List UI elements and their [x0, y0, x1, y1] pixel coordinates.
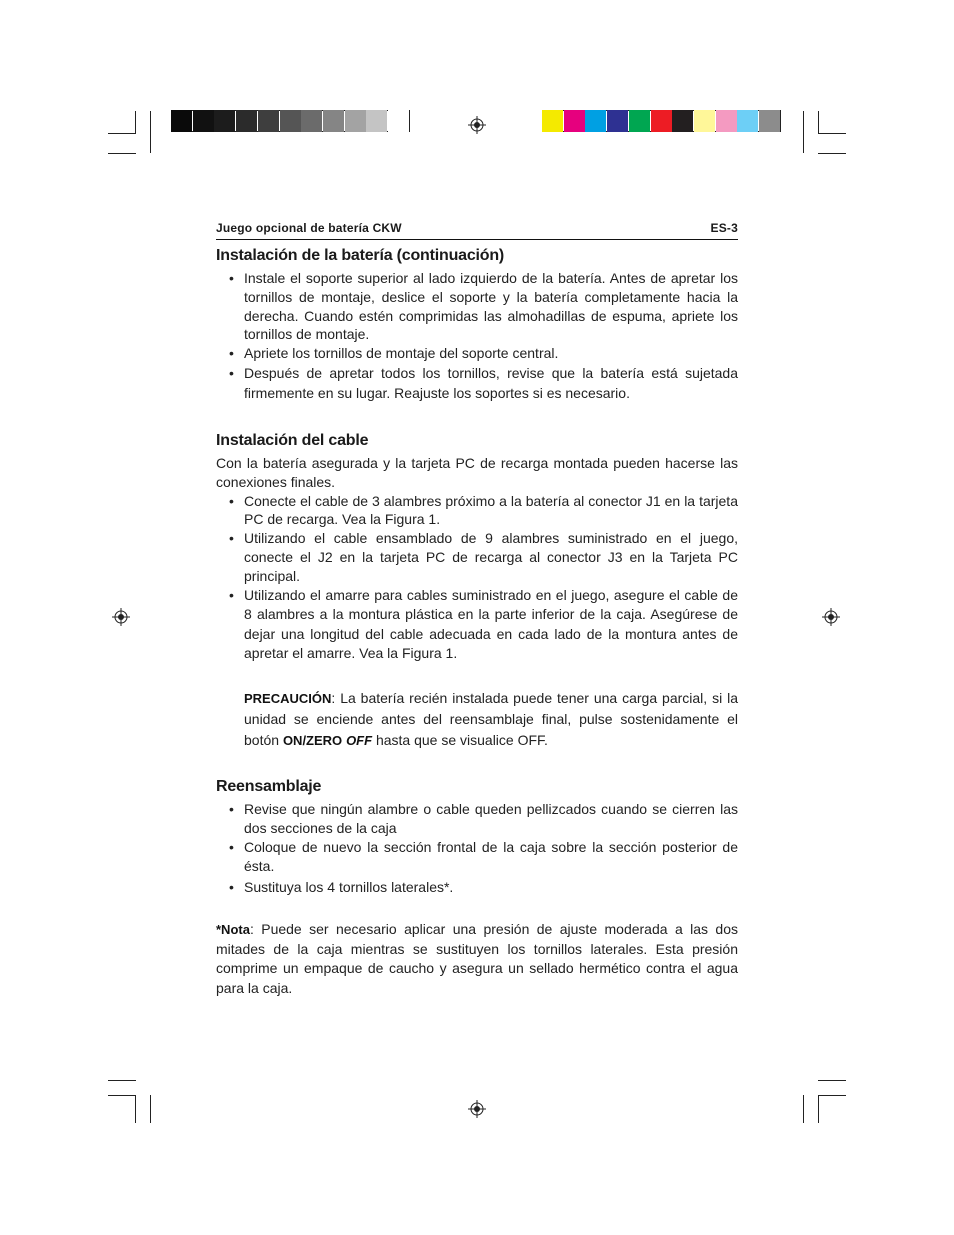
crop-mark	[803, 111, 804, 153]
calibration-swatch	[236, 110, 257, 132]
calibration-swatch	[542, 110, 563, 132]
key-label: ON/ZERO	[282, 732, 343, 748]
calibration-swatch	[366, 110, 387, 132]
key-label-off: OFF	[346, 732, 373, 748]
crop-mark	[818, 1095, 846, 1096]
registration-mark-icon	[468, 1100, 486, 1118]
calibration-swatch	[585, 110, 606, 132]
bullet-list	[216, 492, 738, 664]
crop-mark	[818, 153, 846, 154]
running-title: Juego opcional de batería CKW	[216, 221, 402, 235]
calibration-swatch	[694, 110, 715, 132]
section-heading: Instalación de la batería (continuación)	[216, 247, 505, 264]
crop-mark	[135, 111, 136, 133]
registration-mark-icon	[112, 608, 130, 626]
calibration-swatch	[388, 110, 409, 132]
page-content	[216, 221, 738, 998]
list-item: • Utilizando el cable ensamblado de 9 alambres suministrado en el juego, conecte el J2 en la tarjeta PC de recarga al conector J3 en la Tarjeta PC principal.	[229, 530, 738, 584]
calibration-swatch	[651, 110, 672, 132]
list-item: • Utilizando el amarre para cables suministrado en el juego, asegure el cable de 8 alambres a la montura plástica en la parte inferior de la caja. Asegúrese de dejar una longitud del cable adecuada en cada lado de la montura antes de apretar el amarre. Vea la Figura 1.	[229, 586, 738, 662]
list-item: • Después de apretar todos los tornillos, revise que la batería está sujetada firmemente en su lugar. Reajuste los soportes si es necesario.	[229, 364, 738, 402]
registration-mark-icon	[468, 116, 486, 134]
list-item: • Conecte el cable de 3 alambres próximo a la batería al conector J1 en la tarjeta PC de recarga. Vea la Figura 1.	[229, 492, 738, 528]
registration-mark-icon	[822, 608, 840, 626]
calibration-swatch	[214, 110, 235, 132]
list-item: • Sustituya los 4 tornillos laterales*.	[229, 878, 454, 895]
crop-mark	[108, 1095, 136, 1096]
crop-mark	[818, 133, 846, 134]
note-label: *Nota	[216, 922, 250, 938]
calibration-swatch	[280, 110, 301, 132]
calibration-swatch	[171, 110, 192, 132]
note-paragraph: *Nota: Puede ser necesario aplicar una presión de ajuste moderada a las dos mitades de la caja mientras se sustituyen los tornillos laterales. Esta presión comprime un empaque de caucho y asegura un sellado hermético contra el agua para la caja.	[216, 921, 738, 996]
running-header	[216, 221, 738, 240]
page-number: ES-3	[710, 221, 738, 235]
list-item: • Apriete los tornillos de montaje del soporte central.	[229, 345, 559, 362]
crop-mark	[108, 133, 136, 134]
list-item: • Instale el soporte superior al lado izquierdo de la batería. Antes de apretar los tornillos de montaje, deslice el soporte y la batería completamente hacia la derecha. Cuando estén comprimidas las almohadillas de espuma, apriete los tornillos de montaje.	[229, 270, 738, 343]
calibration-swatch	[258, 110, 279, 132]
calibration-swatch	[716, 110, 737, 132]
calibration-swatch	[759, 110, 780, 132]
crop-mark	[818, 111, 819, 133]
bullet-list	[216, 800, 738, 896]
crop-mark	[150, 111, 151, 153]
calibration-swatch	[301, 110, 322, 132]
crop-mark	[818, 1095, 819, 1123]
crop-mark	[818, 1080, 846, 1081]
list-item: • Revise que ningún alambre o cable queden pellizcados cuando se cierren las dos secciones de la caja	[229, 801, 738, 837]
crop-mark	[108, 1080, 136, 1081]
bullet-list	[216, 269, 738, 404]
list-item: • Coloque de nuevo la sección frontal de la caja sobre la sección posterior de ésta.	[229, 839, 738, 874]
section-heading: Reensamblaje	[216, 778, 322, 796]
section-intro: Con la batería asegurada y la tarjeta PC de recarga montada pueden hacerse las conexiones finales.	[216, 454, 738, 490]
calibration-swatch	[564, 110, 585, 132]
calibration-swatch	[607, 110, 628, 132]
calibration-swatch	[672, 110, 693, 132]
crop-mark	[150, 1095, 151, 1123]
section-heading: Instalación del cable	[216, 431, 369, 449]
crop-mark	[135, 1095, 136, 1123]
crop-mark	[108, 153, 136, 154]
calibration-swatch	[323, 110, 344, 132]
crop-mark	[803, 1095, 804, 1123]
calibration-swatch	[737, 110, 758, 132]
caution-note: PRECAUCIÓN: La batería recién instalada puede tener una carga parcial, si la unidad se enciende antes del reensamblaje final, pulse sostenidamente el botón ON/ZERO OFF hasta que se visualice OFF.	[244, 689, 738, 748]
calibration-swatch	[345, 110, 366, 132]
calibration-swatch	[193, 110, 214, 132]
caution-label: PRECAUCIÓN	[244, 690, 332, 706]
calibration-swatch	[629, 110, 650, 132]
